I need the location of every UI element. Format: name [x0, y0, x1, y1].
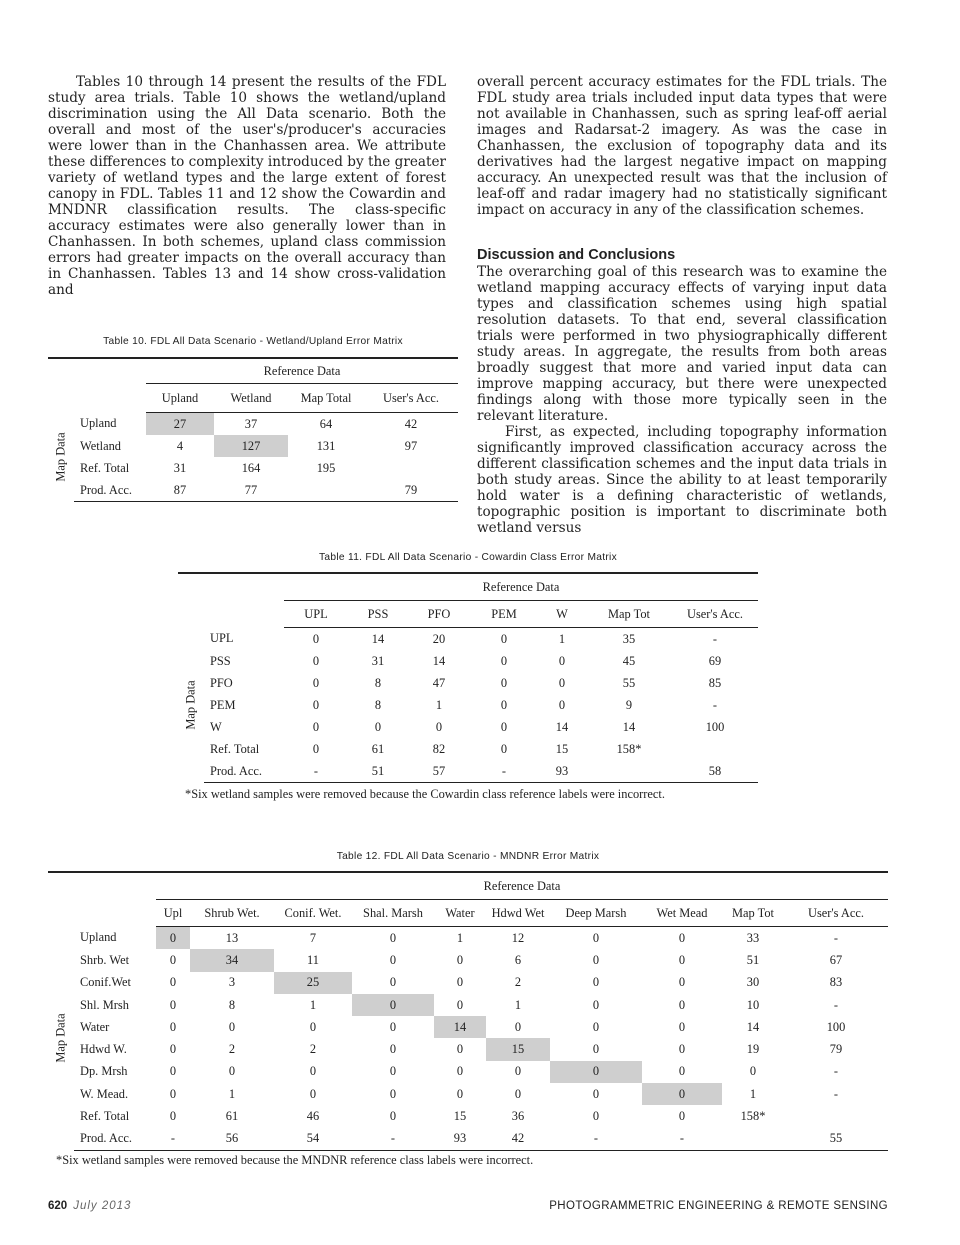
page-footer-left: [48, 1200, 131, 1212]
table-cell: 61: [371, 741, 385, 756]
table-cell: [586, 760, 672, 783]
table-cell: 0: [558, 653, 566, 668]
table-cell: 20: [432, 631, 446, 646]
table-row: [48, 994, 888, 1016]
table-cell: 61: [225, 1109, 239, 1124]
table-cell: 0: [678, 930, 686, 945]
table-cell: 97: [404, 438, 418, 453]
table-cell: 0: [389, 975, 397, 990]
row-label: Ref. Total: [80, 460, 130, 475]
table-cell: 45: [622, 653, 636, 668]
column-header: PSS: [348, 601, 408, 628]
table-cell: 0: [500, 719, 508, 734]
column-header: Map Tot: [722, 900, 784, 927]
table11-footnote: *Six wetland samples were removed because the Cowardin class reference labels were incorrect.: [185, 787, 665, 801]
table-cell: 0: [456, 975, 464, 990]
column-header: Shal. Marsh: [352, 900, 434, 927]
row-label: PEM: [210, 697, 236, 712]
table-cell: 0: [309, 1019, 317, 1034]
table-row: [48, 972, 888, 994]
table-cell: 0: [228, 1019, 236, 1034]
table-row: [178, 672, 758, 694]
table-cell: 0: [678, 1042, 686, 1057]
column-header: User's Acc.: [364, 384, 458, 413]
table12-footnote: *Six wetland samples were removed because the MNDNR reference class labels were incorrect.: [56, 1153, 534, 1167]
table-cell: 0: [389, 1042, 397, 1057]
body-paragraph: overall percent accuracy estimates for the FDL trials. The FDL study area trials included input data types that were not available in Chanhassen, such as spring leaf-off aerial images and Radarsat-2 imagery. As was the case in Chanhassen, the exclusion of topography data and its derivatives had the largest negative impact on mapping accuracy. An unexpected result was that the inclusion of leaf-off and radar imagery had no statistically significant impact on accuracy in any of the classification schemes.: [477, 74, 887, 218]
row-label: Hdwd W.: [80, 1042, 127, 1057]
column-header: Map Total: [288, 384, 364, 413]
table-cell: 0: [592, 1086, 600, 1101]
table-cell: 46: [306, 1109, 320, 1124]
body-paragraph: The overarching goal of this research was to examine the wetland mapping accuracy effects of varying input data types and classification schemes using high spatial resolution datasets. To that end, several classification trials were performed in two physiographically different study areas. In aggregate, the results from both areas broadly suggest that more and varied input data can improve mapping accuracy, but there were unexpected findings along with those more typically seen in the relevant literature.: [477, 264, 887, 424]
table-cell: 3: [228, 975, 236, 990]
table-cell: 0: [389, 1064, 397, 1079]
row-label: Prod. Acc.: [204, 760, 284, 783]
table-cell: 195: [316, 460, 336, 475]
table-cell: 0: [456, 1042, 464, 1057]
table-cell: 87: [146, 479, 214, 502]
table-cell: -: [833, 997, 839, 1012]
table-cell: 0: [456, 1064, 464, 1079]
map-data-label: Map Data: [183, 680, 198, 730]
table-cell: 1: [558, 631, 566, 646]
table-cell: 47: [432, 675, 446, 690]
table10-reference-label: Reference Data: [146, 358, 458, 384]
table-cell: 0: [592, 952, 600, 967]
table-cell: 0: [312, 697, 320, 712]
table-cell: 69: [708, 653, 722, 668]
table-cell: 0: [169, 1042, 177, 1057]
table-cell: 1: [514, 997, 522, 1012]
table-cell: 0: [678, 975, 686, 990]
table-row: [178, 650, 758, 672]
column-header: User's Acc.: [672, 601, 758, 628]
table-cell: 64: [319, 416, 333, 431]
table-cell: 36: [511, 1109, 525, 1124]
table-cell: 0: [592, 1019, 600, 1034]
table-cell: [672, 738, 758, 760]
table-cell: 15: [453, 1109, 467, 1124]
table-cell: 131: [316, 438, 336, 453]
row-label: Ref. Total: [210, 741, 260, 756]
table-cell: 14: [746, 1019, 760, 1034]
table-row: [178, 694, 758, 716]
table-cell: 2: [514, 975, 522, 990]
table-cell: 164: [241, 460, 261, 475]
table-row: [48, 413, 458, 436]
table-cell: 158*: [616, 741, 642, 756]
map-data-label: Map Data: [53, 432, 68, 482]
issue-date: July 2013: [73, 1200, 132, 1212]
table-cell: -: [642, 1128, 722, 1151]
row-label: Upland: [80, 416, 117, 431]
table-cell: 1: [435, 697, 443, 712]
table-cell: 8: [374, 697, 382, 712]
table-cell: 33: [746, 930, 760, 945]
table-row: [48, 479, 458, 502]
table-cell: 0: [678, 1064, 686, 1079]
table-cell: 0: [514, 1019, 522, 1034]
table-cell: 93: [538, 760, 586, 783]
table-cell: 14: [555, 719, 569, 734]
table-cell: 27: [146, 413, 214, 436]
table-cell: 4: [176, 438, 184, 453]
column-header: PEM: [470, 601, 538, 628]
table-cell: 55: [622, 675, 636, 690]
table-cell: 0: [169, 1086, 177, 1101]
table-cell: 1: [749, 1086, 757, 1101]
table-cell: 42: [404, 416, 418, 431]
table-cell: 0: [456, 952, 464, 967]
table-cell: 58: [672, 760, 758, 783]
table-cell: 0: [156, 927, 190, 950]
row-label: Water: [80, 1019, 110, 1034]
page-number: 620: [48, 1200, 68, 1212]
table-cell: -: [833, 1086, 839, 1101]
table-cell: 31: [173, 460, 187, 475]
table-cell: 56: [190, 1128, 274, 1151]
table-row: [48, 1038, 888, 1060]
table10-error-matrix: [48, 357, 458, 502]
journal-name: PHOTOGRAMMETRIC ENGINEERING & REMOTE SENSING: [549, 1200, 888, 1212]
table-cell: 14: [432, 653, 446, 668]
table-cell: 1: [228, 1086, 236, 1101]
table-cell: 14: [434, 1016, 486, 1038]
table11-error-matrix: [178, 572, 758, 783]
table-cell: 2: [228, 1042, 236, 1057]
column-header: PFO: [408, 601, 470, 628]
table-cell: [784, 1105, 888, 1127]
body-paragraph: First, as expected, including topography information significantly improved classification accuracy across the different classification schemes and the input data trials in both study areas. Since the ability to at least temporarily hold water is a defining characteristic of wetlands, topographic position is important to discriminate both wetland versus: [477, 424, 887, 536]
table-cell: 0: [456, 1086, 464, 1101]
table-cell: 158*: [740, 1109, 766, 1124]
table-row: [48, 457, 458, 479]
table-cell: 127: [214, 435, 288, 457]
table-cell: 77: [214, 479, 288, 502]
table-cell: 0: [500, 631, 508, 646]
column-header: UPL: [284, 601, 348, 628]
table-cell: 0: [550, 1061, 642, 1083]
table-cell: -: [833, 930, 839, 945]
table-row: [178, 716, 758, 738]
row-label: Wetland: [80, 438, 121, 453]
table-cell: 100: [826, 1019, 846, 1034]
table-cell: 0: [389, 1019, 397, 1034]
table-cell: 51: [746, 952, 760, 967]
table-cell: 0: [514, 1086, 522, 1101]
table-cell: 25: [274, 972, 352, 994]
table-cell: 54: [274, 1128, 352, 1151]
table-cell: 0: [592, 1109, 600, 1124]
row-label: W. Mead.: [80, 1086, 129, 1101]
section-heading: Discussion and Conclusions: [477, 247, 676, 263]
table-cell: 15: [486, 1038, 550, 1060]
table-cell: 0: [312, 631, 320, 646]
table-cell: 0: [678, 952, 686, 967]
table-cell: 0: [592, 997, 600, 1012]
row-label: Prod. Acc.: [74, 479, 146, 502]
table-cell: 14: [622, 719, 636, 734]
left-text-column: [48, 74, 446, 298]
table-cell: -: [156, 1128, 190, 1151]
table-cell: [364, 457, 458, 479]
column-header: Deep Marsh: [550, 900, 642, 927]
table-cell: -: [712, 697, 718, 712]
table-cell: 0: [500, 697, 508, 712]
column-header: Upl: [156, 900, 190, 927]
table-cell: 1: [309, 997, 317, 1012]
table-cell: -: [833, 1064, 839, 1079]
column-header: W: [538, 601, 586, 628]
table12-caption: Table 12. FDL All Data Scenario - MNDNR Error Matrix: [336, 851, 600, 862]
table-cell: 0: [389, 930, 397, 945]
table-cell: 55: [784, 1128, 888, 1151]
table-cell: 11: [307, 952, 319, 967]
table-cell: 0: [500, 653, 508, 668]
table-cell: 0: [169, 1109, 177, 1124]
table-cell: -: [284, 760, 348, 783]
table-cell: 0: [514, 1064, 522, 1079]
table-cell: [288, 479, 364, 502]
table-cell: 79: [829, 1042, 843, 1057]
table-cell: 85: [708, 675, 722, 690]
column-header: Conif. Wet.: [274, 900, 352, 927]
column-header: Water: [434, 900, 486, 927]
table-cell: 0: [389, 1086, 397, 1101]
table-cell: 1: [456, 930, 464, 945]
column-header: User's Acc.: [784, 900, 888, 927]
table-cell: 0: [678, 1109, 686, 1124]
table-cell: 35: [622, 631, 636, 646]
table-cell: 82: [432, 741, 446, 756]
table-cell: 0: [312, 675, 320, 690]
table-cell: 0: [592, 1042, 600, 1057]
table-cell: 0: [169, 997, 177, 1012]
table-row: [48, 1016, 888, 1038]
table-cell: 42: [486, 1128, 550, 1151]
table-cell: -: [550, 1128, 642, 1151]
table-cell: 37: [244, 416, 258, 431]
table-cell: [722, 1128, 784, 1151]
table-cell: 0: [435, 719, 443, 734]
column-header: Hdwd Wet: [486, 900, 550, 927]
table-cell: 8: [228, 997, 236, 1012]
table-row: [178, 738, 758, 760]
table-cell: 0: [558, 675, 566, 690]
column-header: Wetland: [214, 384, 288, 413]
row-label: Ref. Total: [80, 1109, 130, 1124]
table-cell: 0: [312, 741, 320, 756]
column-header: Map Tot: [586, 601, 672, 628]
table-cell: 0: [456, 997, 464, 1012]
table-row: [48, 1128, 888, 1151]
table-cell: 93: [434, 1128, 486, 1151]
table-cell: 30: [746, 975, 760, 990]
row-label: Prod. Acc.: [74, 1128, 156, 1151]
table-cell: 7: [309, 930, 317, 945]
table-cell: -: [352, 1128, 434, 1151]
map-data-label: Map Data: [53, 1013, 68, 1064]
table-cell: 15: [555, 741, 569, 756]
row-label: W: [210, 719, 222, 734]
table-cell: 0: [169, 975, 177, 990]
table10-caption: Table 10. FDL All Data Scenario - Wetland/Upland Error Matrix: [103, 336, 403, 347]
column-header: Shrub Wet.: [190, 900, 274, 927]
column-header: Wet Mead: [642, 900, 722, 927]
table-cell: 0: [169, 952, 177, 967]
row-label: Conif.Wet: [80, 975, 131, 990]
row-label: PFO: [210, 675, 233, 690]
table-cell: 14: [371, 631, 385, 646]
row-label: Shl. Mrsh: [80, 997, 129, 1012]
table-row: [48, 1061, 888, 1083]
table-cell: 0: [374, 719, 382, 734]
row-label: Dp. Mrsh: [80, 1064, 128, 1079]
table-cell: 67: [829, 952, 843, 967]
table12-map-data-axis: [48, 927, 74, 1151]
table-cell: 51: [348, 760, 408, 783]
table-cell: 0: [678, 1019, 686, 1034]
table-cell: -: [712, 631, 718, 646]
table-cell: 8: [374, 675, 382, 690]
table-cell: 0: [169, 1064, 177, 1079]
table-cell: 0: [592, 930, 600, 945]
table-cell: -: [470, 760, 538, 783]
table-cell: 0: [389, 952, 397, 967]
right-text-column: [477, 74, 887, 536]
table-cell: 0: [169, 1019, 177, 1034]
table-cell: 0: [678, 997, 686, 1012]
table-cell: 0: [228, 1064, 236, 1079]
table-cell: 0: [592, 975, 600, 990]
table-cell: 10: [746, 997, 760, 1012]
table-cell: 0: [309, 1086, 317, 1101]
table-cell: 79: [364, 479, 458, 502]
row-label: PSS: [210, 653, 231, 668]
table-cell: 12: [511, 930, 525, 945]
table-cell: 0: [352, 994, 434, 1016]
table10-map-data-axis: [48, 413, 74, 502]
table-cell: 2: [309, 1042, 317, 1057]
table-cell: 0: [389, 1109, 397, 1124]
column-header: Upland: [146, 384, 214, 413]
row-label: Shrb. Wet: [80, 952, 130, 967]
table-cell: 0: [642, 1083, 722, 1105]
table-cell: 0: [558, 697, 566, 712]
table-cell: 0: [500, 741, 508, 756]
table-cell: 0: [312, 719, 320, 734]
table-cell: 0: [500, 675, 508, 690]
table-row: [178, 760, 758, 783]
table-cell: 0: [749, 1064, 757, 1079]
table-row: [48, 435, 458, 457]
table11-caption: Table 11. FDL All Data Scenario - Cowardin Class Error Matrix: [319, 552, 617, 563]
table-cell: 0: [312, 653, 320, 668]
table-cell: 6: [514, 952, 522, 967]
table-cell: 83: [829, 975, 843, 990]
table11-map-data-axis: [178, 628, 204, 783]
row-label: Upland: [80, 930, 117, 945]
table11-reference-label: Reference Data: [284, 573, 758, 601]
table-row: [178, 628, 758, 651]
row-label: UPL: [210, 631, 234, 646]
table12-reference-label: Reference Data: [156, 872, 888, 900]
table-cell: 13: [225, 930, 239, 945]
table-row: [48, 949, 888, 971]
body-paragraph: Tables 10 through 14 present the results of the FDL study area trials. Table 10 shows the wetland/upland discrimination using the All Data scenario. Both the overall and most of the user's/producer's accuracies were lower than in the Chanhassen area. We attribute these differences to complexity introduced by the greater variety of wetland types and the large extent of forest canopy in FDL. Tables 11 and 12 show the Cowardin and MNDNR classification results. The class-specific accuracy estimates were also generally lower than in Chanhassen. In both schemes, upland class commission errors had greater impacts on the overall accuracy than in Chanhassen. Tables 13 and 14 show cross-validation and: [48, 74, 446, 298]
table-cell: 9: [625, 697, 633, 712]
table-row: [48, 1105, 888, 1127]
table-cell: 31: [371, 653, 385, 668]
table-row: [48, 927, 888, 950]
table12-error-matrix: [48, 871, 888, 1151]
table-cell: 19: [746, 1042, 760, 1057]
table-cell: 34: [190, 949, 274, 971]
table-cell: 57: [408, 760, 470, 783]
table-cell: 0: [309, 1064, 317, 1079]
table-cell: 100: [705, 719, 725, 734]
table-row: [48, 1083, 888, 1105]
